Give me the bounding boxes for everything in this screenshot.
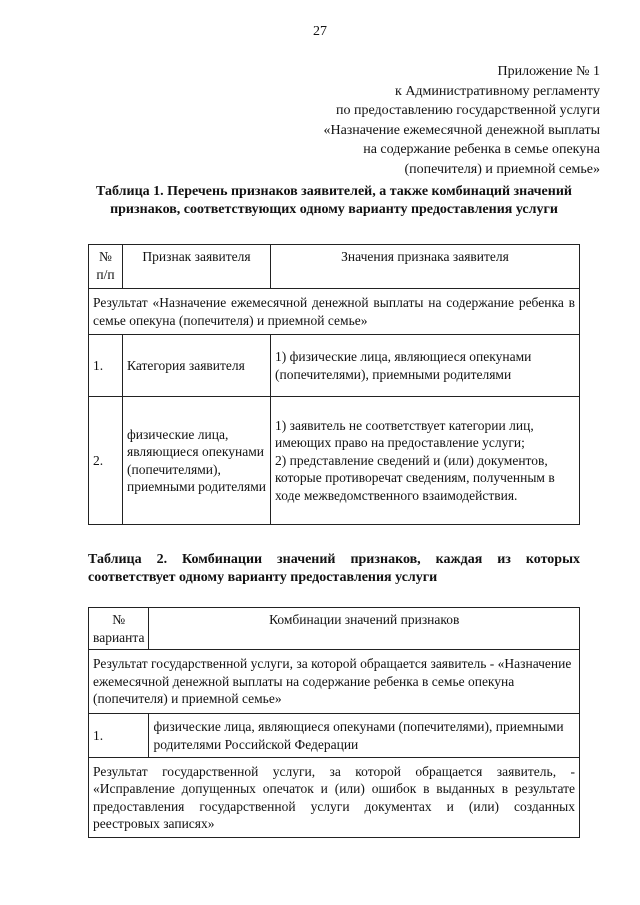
header-values: Значения признака заявителя bbox=[271, 245, 580, 289]
table2-header-row bbox=[89, 608, 580, 650]
row-num: 2. bbox=[89, 397, 123, 525]
table-row bbox=[89, 335, 580, 397]
appendix-line: «Назначение ежемесячной денежной выплаты bbox=[323, 122, 600, 138]
row-value: 1) физические лица, являющиеся опекунами (попечителями), приемными родителями bbox=[271, 335, 580, 397]
table2-result-row bbox=[89, 758, 580, 838]
table2-caption: Таблица 2. Комбинации значений признаков, каждая из которых соответствует одному варианту предоставления услуги bbox=[88, 552, 580, 585]
appendix-line: по предоставлению государственной услуги bbox=[336, 103, 600, 118]
result-text: Результат государственной услуги, за которой обращается заявитель, - «Исправление допущенных опечаток и (или) ошибок в выданных в результате предоставления государственной услуги документах и (или) созданных реестровых записях» bbox=[89, 758, 580, 838]
appendix-line: на содержание ребенка в семье опекуна bbox=[363, 142, 600, 157]
result-text: Результат «Назначение ежемесячной денежной выплаты на содержание ребенка в семье опекуна (попечителя) и приемной семье» bbox=[89, 289, 580, 335]
header-feature: Признак заявителя bbox=[123, 245, 271, 289]
row-value: 1) заявитель не соответствует категории лиц, имеющих право на предоставление услуги; bbox=[275, 417, 534, 451]
appendix-line: (попечителя) и приемной семье» bbox=[404, 161, 600, 177]
page-number: 27 bbox=[313, 24, 327, 39]
row-value: 2) представление сведений и (или) документов, которые противоречат сведениям, полученным в ходе межведомственного взаимодействия. bbox=[275, 452, 555, 503]
table1-result-row bbox=[89, 289, 580, 335]
row-feature: Категория заявителя bbox=[123, 335, 271, 397]
table2 bbox=[88, 607, 580, 838]
row-feature: физические лица, являющиеся опекунами (попечителями), приемными родителями bbox=[123, 397, 271, 525]
table1 bbox=[88, 244, 580, 525]
table-row bbox=[89, 397, 580, 525]
table2-result-row bbox=[89, 650, 580, 714]
appendix-line: к Административному регламенту bbox=[395, 83, 600, 99]
result-text: Результат государственной услуги, за которой обращается заявитель - «Назначение ежемесячной денежной выплаты на содержание ребенка в семье опекуна (попечителя) и приемной семье» bbox=[89, 650, 580, 714]
row-num: 1. bbox=[89, 714, 149, 758]
appendix-header bbox=[323, 62, 600, 179]
table1-header-row bbox=[89, 245, 580, 289]
table-row bbox=[89, 714, 580, 758]
row-text: физические лица, являющиеся опекунами (попечителями), приемными родителями Российской Федерации bbox=[149, 714, 580, 758]
row-num: 1. bbox=[89, 335, 123, 397]
header-variant: № варианта bbox=[89, 608, 149, 650]
table1-caption: Таблица 1. Перечень признаков заявителей, а также комбинаций значений признаков, соответствующих одному варианту предоставления услуги bbox=[96, 184, 572, 217]
row-values bbox=[271, 397, 580, 525]
header-combinations: Комбинации значений признаков bbox=[149, 608, 580, 650]
appendix-line: Приложение № 1 bbox=[497, 64, 600, 79]
header-num: № п/п bbox=[89, 245, 123, 289]
